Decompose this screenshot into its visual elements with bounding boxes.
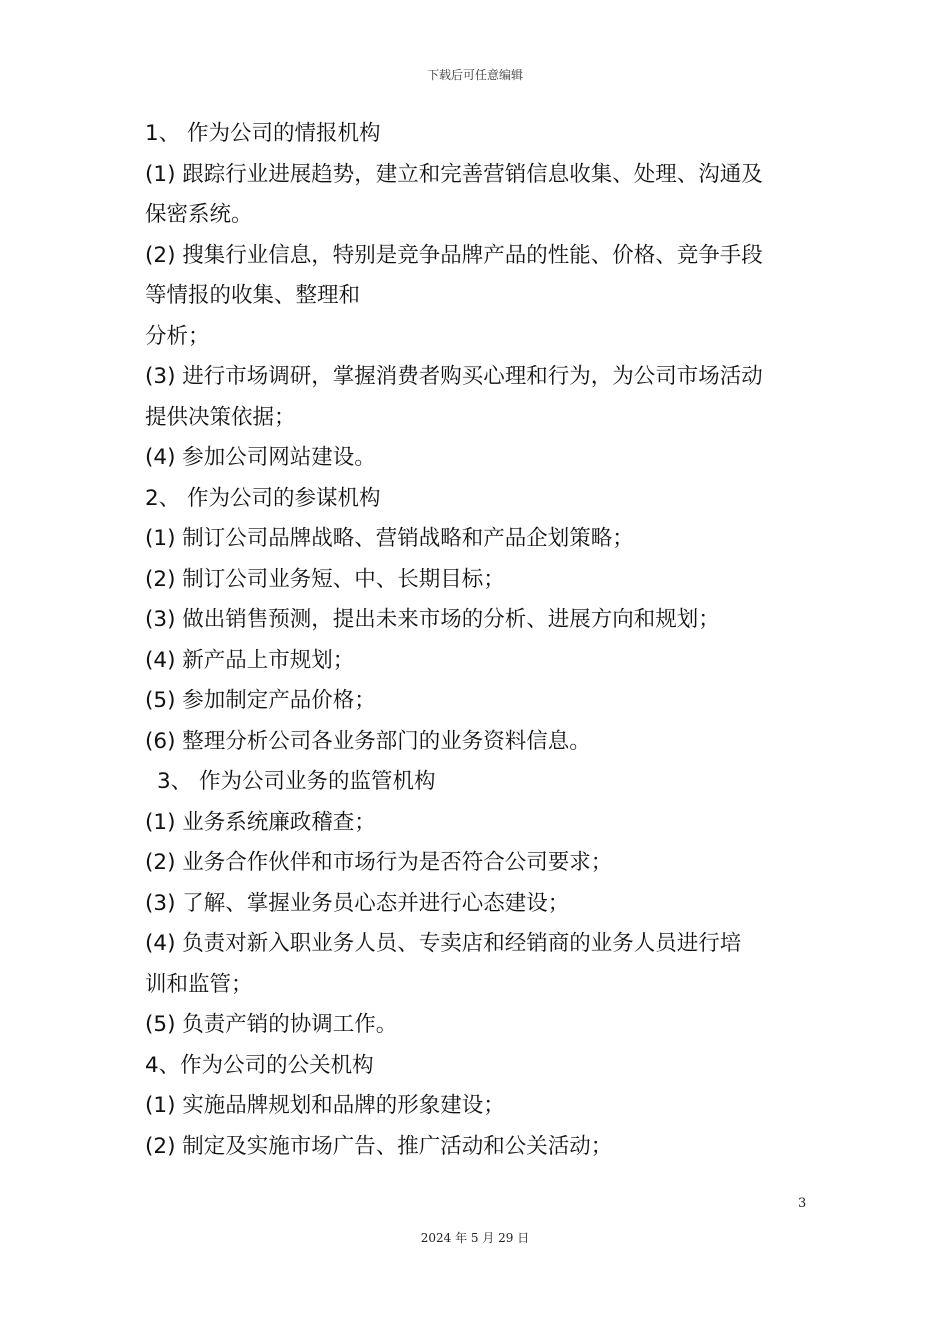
text-line: (1) 业务系统廉政稽查； bbox=[145, 809, 376, 835]
text-line: 等情报的收集、整理和 bbox=[145, 283, 361, 308]
text-line: (4) 参加公司网站建设。 bbox=[145, 445, 376, 470]
document-body bbox=[145, 114, 815, 1167]
page-header: 下载后可任意编辑 bbox=[426, 68, 523, 82]
text-line: 提供决策依据； bbox=[145, 404, 296, 430]
text-line: 训和监管； bbox=[145, 971, 253, 997]
text-line: (3) 做出销售预测，提出未来市场的分析、进展方向和规划； bbox=[145, 607, 720, 632]
footer-date: 2024 年 5 月 29 日 bbox=[420, 1231, 530, 1245]
text-line: (2) 制订公司业务短、中、长期目标； bbox=[145, 566, 505, 592]
text-line: (5) 负责产销的协调工作。 bbox=[145, 1012, 398, 1037]
text-line: 1、 作为公司的情报机构 bbox=[145, 121, 381, 146]
section-heading: 3、 作为公司业务的监管机构 bbox=[157, 769, 436, 794]
text-line: (2) 业务合作伙伴和市场行为是否符合公司要求； bbox=[145, 850, 613, 875]
text-line: (1) 制订公司品牌战略、营销战略和产品企划策略； bbox=[145, 526, 634, 551]
text-line: (3) 进行市场调研，掌握消费者购买心理和行为，为公司市场活动 bbox=[145, 364, 763, 389]
text-line: (5) 参加制定产品价格； bbox=[145, 688, 376, 713]
section-heading: 2、 作为公司的参谋机构 bbox=[145, 485, 381, 511]
text-line: (2) 搜集行业信息，特别是竞争品牌产品的性能、价格、竞争手段 bbox=[145, 242, 763, 268]
text-line: (2) 制定及实施市场广告、推广活动和公关活动； bbox=[145, 1133, 613, 1159]
text-line: 保密系统。 bbox=[145, 202, 253, 227]
page-number: 3 bbox=[798, 1196, 807, 1211]
text-line: (1) 跟踪行业进展趋势，建立和完善营销信息收集、处理、沟通及 bbox=[145, 161, 763, 187]
text-line: (4) 新产品上市规划； bbox=[145, 647, 355, 673]
section-heading: 4、作为公司的公关机构 bbox=[145, 1052, 374, 1078]
text-line: (3) 了解、掌握业务员心态并进行心态建设； bbox=[145, 890, 570, 916]
text-line: (6) 整理分析公司各业务部门的业务资料信息。 bbox=[145, 728, 591, 754]
text-line: (4) 负责对新入职业务人员、专卖店和经销商的业务人员进行培 bbox=[145, 931, 742, 956]
text-line: (1) 实施品牌规划和品牌的形象建设； bbox=[145, 1093, 505, 1118]
text-line: 分析； bbox=[145, 323, 210, 349]
